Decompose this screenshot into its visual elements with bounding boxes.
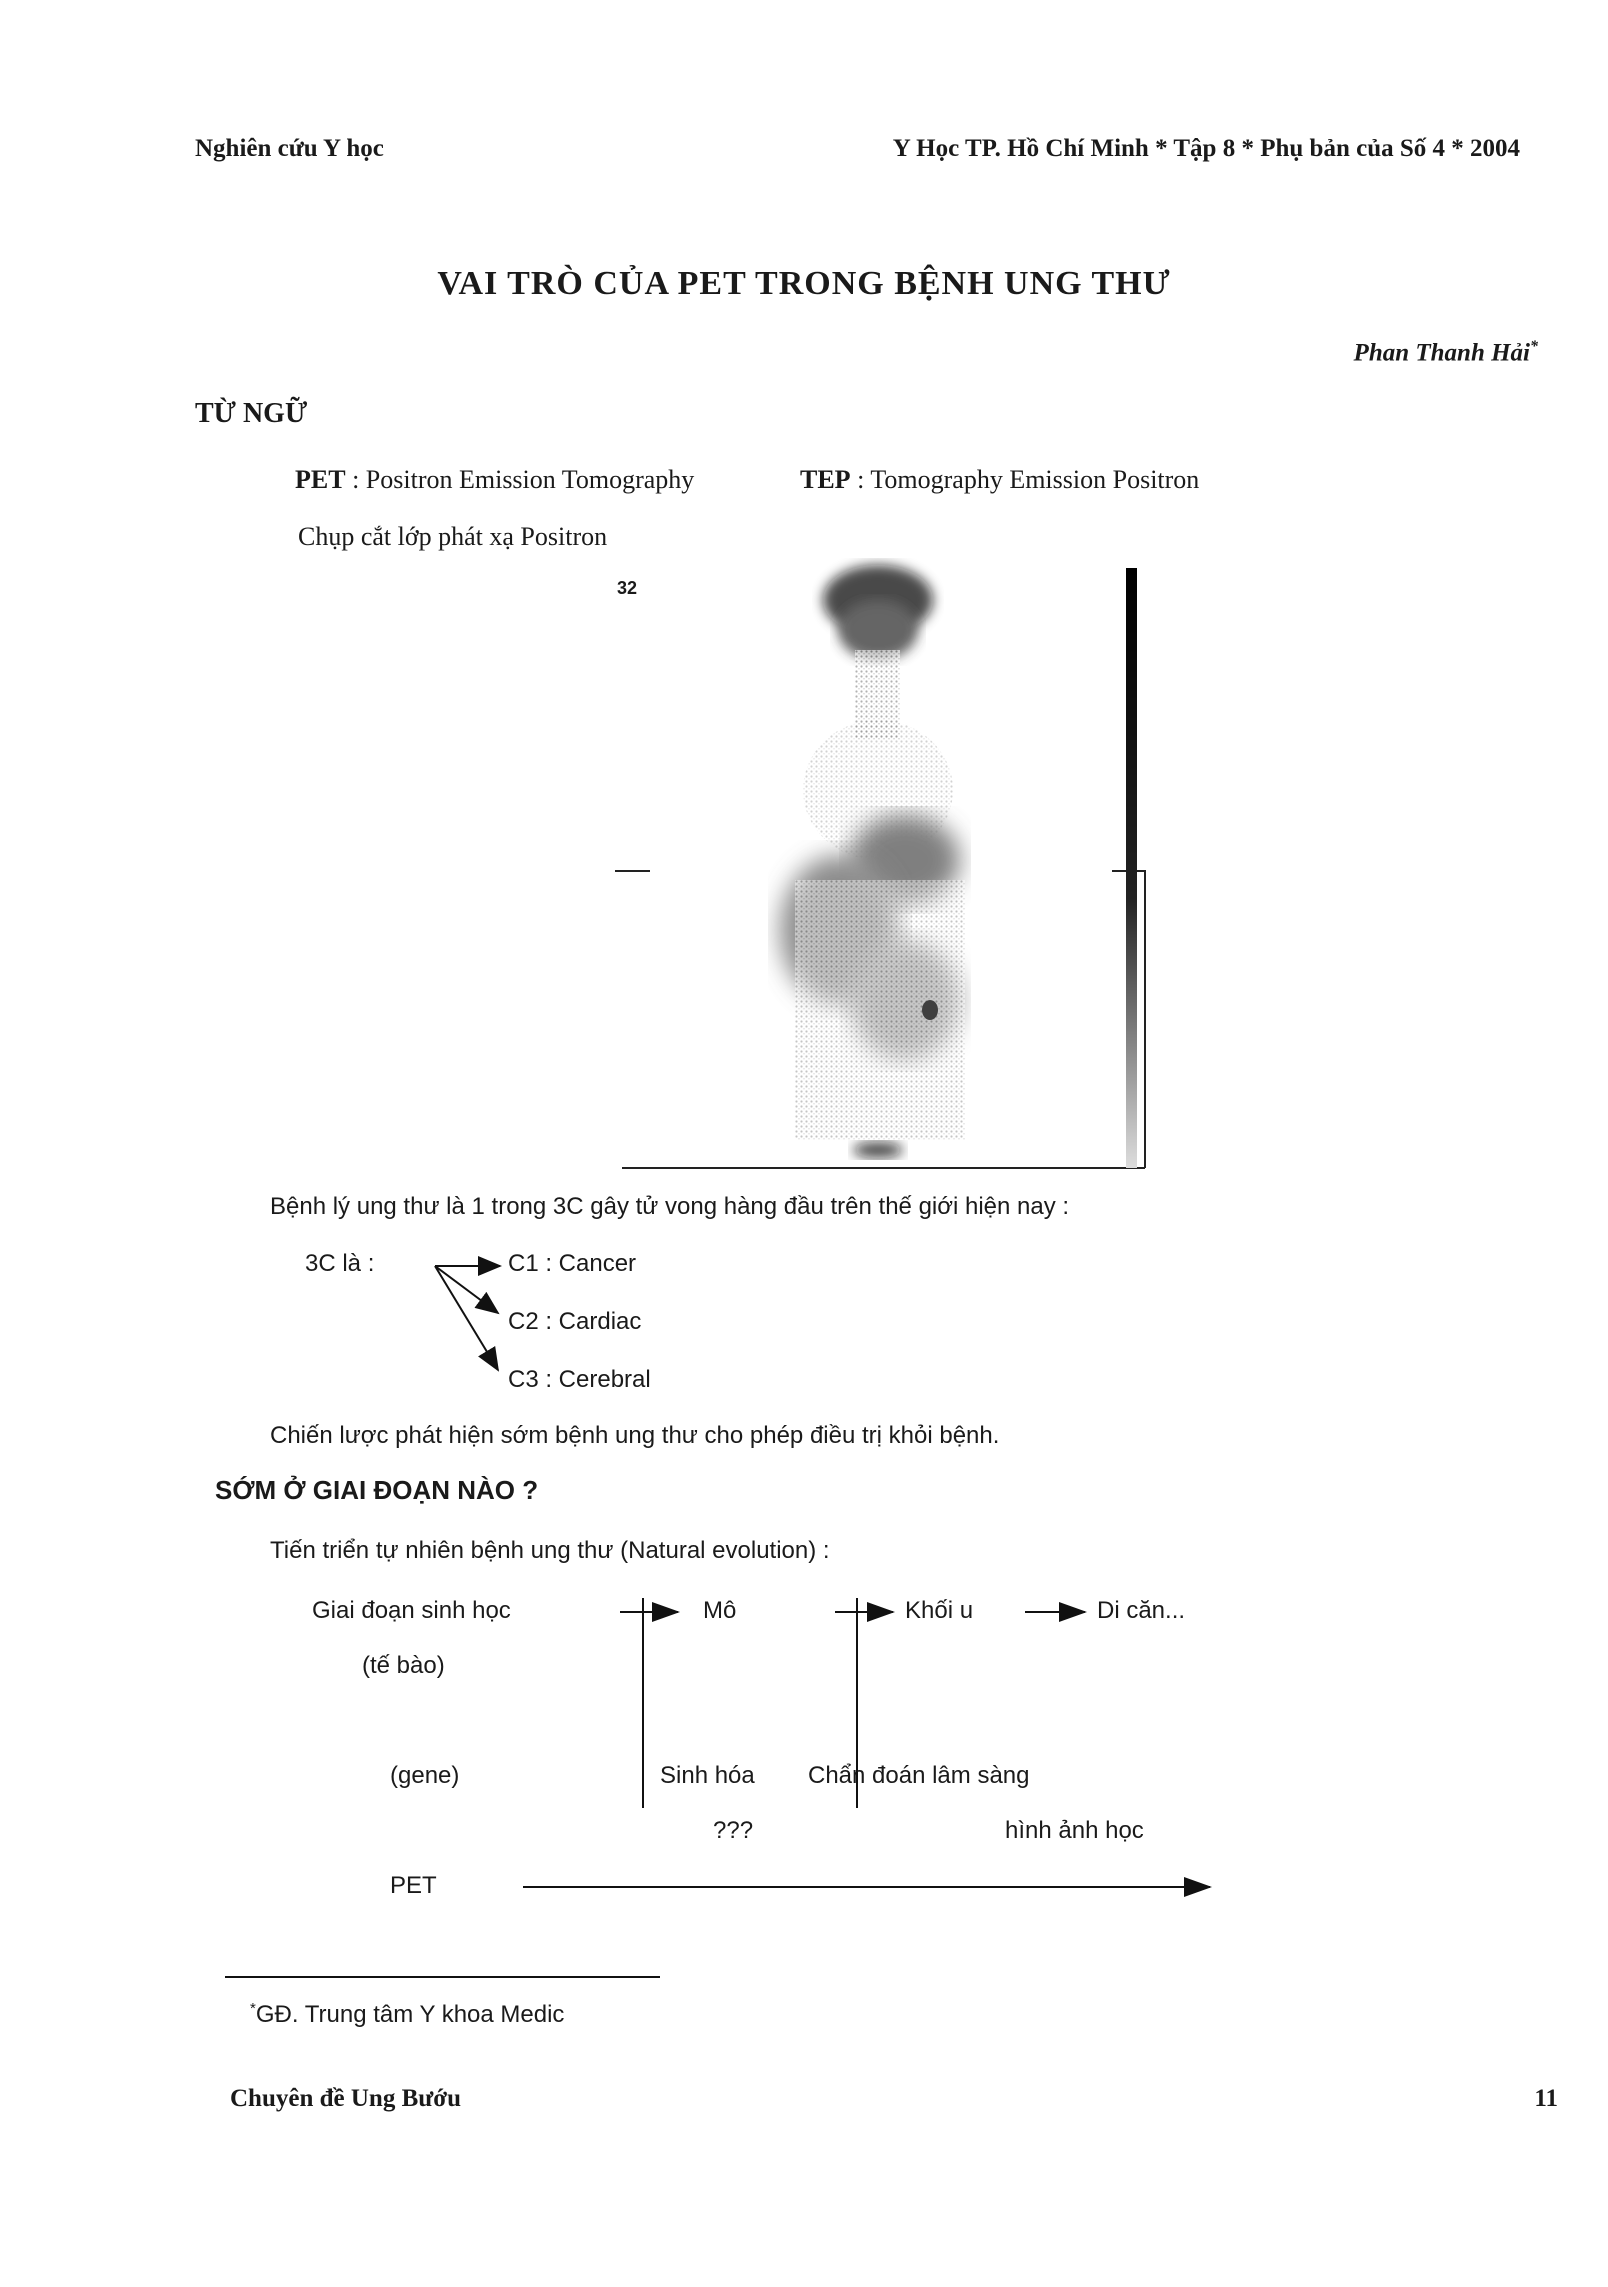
running-header-right: Y Học TP. Hồ Chí Minh * Tập 8 * Phụ bản của Số 4 * 2004 bbox=[892, 135, 1520, 162]
tep-abbr: TEP bbox=[800, 465, 851, 494]
biochem-label: Sinh hóa bbox=[660, 1762, 755, 1789]
pet-abbr: PET bbox=[295, 465, 346, 494]
page-number: 11 bbox=[1534, 2085, 1558, 2112]
stage-tumor: Khối u bbox=[905, 1597, 974, 1624]
running-footer-left: Chuyên đề Ung Bướu bbox=[230, 2085, 461, 2112]
cell-label: (tế bào) bbox=[362, 1652, 445, 1679]
three-c-label: 3C là : bbox=[305, 1250, 375, 1277]
running-header-left: Nghiên cứu Y học bbox=[195, 135, 384, 162]
stage-biology: Giai đoạn sinh học bbox=[312, 1597, 511, 1624]
tep-def: : Tomography Emission Positron bbox=[857, 465, 1200, 494]
c1-cancer: C1 : Cancer bbox=[508, 1250, 637, 1277]
section-heading-early: SỚM Ở GIAI ĐOẠN NÀO ? bbox=[215, 1475, 539, 1505]
gene-label: (gene) bbox=[390, 1762, 460, 1789]
question-marks: ??? bbox=[713, 1817, 754, 1844]
author-footnote-mark: * bbox=[1530, 338, 1538, 355]
footnote bbox=[250, 2000, 564, 2029]
pet-def: : Positron Emission Tomography bbox=[352, 465, 695, 494]
figure-label: 32 bbox=[617, 578, 638, 598]
c2-cardiac: C2 : Cardiac bbox=[508, 1308, 642, 1335]
footnote-text: GĐ. Trung tâm Y khoa Medic bbox=[255, 2001, 565, 2028]
clinical-diagnosis-label: Chẩn đoán lâm sàng bbox=[808, 1762, 1030, 1789]
pet-timeline-label: PET bbox=[390, 1872, 437, 1899]
intro-sentence: Bệnh lý ung thư là 1 trong 3C gây tử vong hàng đầu trên thế giới hiện nay : bbox=[270, 1193, 1070, 1220]
stage-metastasis: Di căn... bbox=[1097, 1597, 1186, 1624]
author-name: Phan Thanh Hải bbox=[1353, 339, 1530, 367]
strategy-sentence: Chiến lược phát hiện sớm bệnh ung thư cho phép điều trị khỏi bệnh. bbox=[270, 1422, 1000, 1449]
article-title: VAI TRÒ CỦA PET TRONG BỆNH UNG THƯ bbox=[437, 265, 1171, 302]
vietnamese-term: Chụp cắt lớp phát xạ Positron bbox=[298, 522, 608, 551]
stage-tissue: Mô bbox=[703, 1597, 737, 1624]
c3-cerebral: C3 : Cerebral bbox=[508, 1366, 651, 1393]
section-heading-terms: TỪ NGỮ bbox=[195, 398, 308, 429]
footnote-mark: * bbox=[250, 2000, 256, 2017]
imaging-label: hình ảnh học bbox=[1005, 1817, 1144, 1844]
natural-evolution: Tiến triển tự nhiên bệnh ung thư (Natural evolution) : bbox=[270, 1537, 830, 1564]
